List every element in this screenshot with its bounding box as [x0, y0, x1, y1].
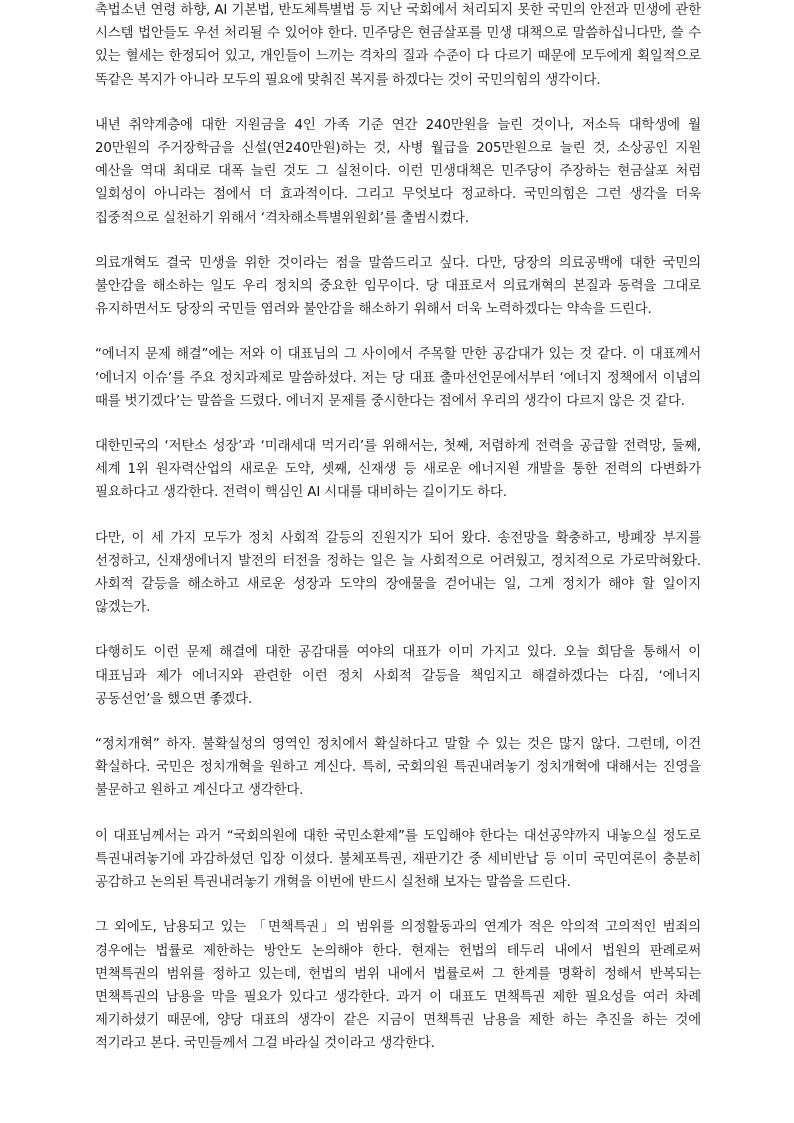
paragraph-6: 다만, 이 세 가지 모두가 정치 사회적 갈등의 진원지가 되어 왔다. 송전망을 확충하고, 방폐장 부지를 선정하고, 신재생에너지 발전의 터전을 정하는 일은 늘 사회적으로 어려웠고, 정치적으로 가로막혀왔다. 사회적 갈등을 해소하고 새로운 성장과 도약의 장애물을 걷어내는 일, 그게 정치가 해야 할 일이지 않겠는가.	[95, 530, 701, 616]
paragraph-10: 그 외에도, 남용되고 있는 「면책특권」의 범위를 의정활동과의 연계가 적은 악의적 고의적인 범죄의 경우에는 법률로 제한하는 방안도 논의해야 한다. 현재는 헌법의 테두리 내에서 법원의 판례로써 면책특권의 범위를 정하고 있는데, 헌법의 범위 내에서 법률로써 그 한계를 명확히 정해서 반복되는 면책특권의 남용을 막을 필요가 있다고 생각한다. 과거 이 대표도 면책특권 제한 필요성을 여러 차례 제기하셨기 때문에, 양당 대표의 생각이 같은 지금이 면책특권 남용을 제한 하는 추진을 하는 것에 적기라고 본다. 국민들께서 그걸 바라실 것이라고 생각한다.	[95, 920, 701, 1052]
paragraph-7: 다행히도 이런 문제 해결에 대한 공감대를 여야의 대표가 이미 가지고 있다. 오늘 회담을 통해서 이 대표님과 제가 에너지와 관련한 이런 정치 사회적 갈등을 책임지고 해결하겠다는 다짐, ‘에너지 공동선언’을 했으면 좋겠다.	[95, 645, 701, 707]
paragraph-9: 이 대표님께서는 과거 “국회의원에 대한 국민소환제”를 도입해야 한다는 대선공약까지 내놓으실 정도로 특권내려놓기에 과감하셨던 입장 이셨다. 불체포특권, 재판기간 중 세비반납 등 이미 국민여론이 충분히 공감하고 논의된 특권내려놓기 개혁을 이번에 반드시 실천해 보자는 말씀을 드린다.	[95, 828, 701, 891]
document-body	[95, 0, 701, 1078]
paragraph-5: 대한민국의 ‘저탄소 성장’과 ‘미래세대 먹거리’를 위해서는, 첫째, 저렴하게 전력을 공급할 전력망, 둘째, 세계 1위 원자력산업의 새로운 도약, 셋째, 신재생 등 새로운 에너지원 개발을 통한 전력의 다변화가 필요하다고 생각한다. 전력이 핵심인 AI 시대를 대비하는 길이기도 하다.	[95, 439, 701, 501]
paragraph-1: 촉법소년 연령 하향, AI 기본법, 반도체특별법 등 지난 국회에서 처리되지 못한 국민의 안전과 민생에 관한 시스템 법안들도 우선 처리될 수 있어야 한다. 민주당은 현금살포를 민생 대책으로 말씀하십니다만, 쓸 수 있는 혈세는 한정되어 있고, 개인들이 느끼는 격차의 질과 수준이 다 다르기 때문에 모두에게 획일적으로 똑같은 복지가 아니라 모두의 필요에 맞춰진 복지를 하겠다는 것이 국민의힘의 생각이다.	[95, 3, 701, 88]
paragraph-8: “정치개혁” 하자. 불확실성의 영역인 정치에서 확실하다고 말할 수 있는 것은 많지 않다. 그런데, 이건 확실하다. 국민은 정치개혁을 원하고 계신다. 특히, 국회의원 특권내려놓기 정치개혁에 대해서는 진영을 불문하고 원하고 계신다고 생각한다.	[95, 737, 701, 799]
paragraph-4: “에너지 문제 해결”에는 저와 이 대표님의 그 사이에서 주목할 만한 공감대가 있는 것 같다. 이 대표께서 ‘에너지 이슈’를 주요 정치과제로 말씀하셨다. 저는 당 대표 출마선언문에서부터 ‘에너지 정책에서 이념의 때를 벗기겠다’는 말씀을 드렸다. 에너지 문제를 중시한다는 점에서 우리의 생각이 다르지 않은 것 같다.	[95, 347, 701, 409]
paragraph-3: 의료개혁도 결국 민생을 위한 것이라는 점을 말씀드리고 싶다. 다만, 당장의 의료공백에 대한 국민의 불안감을 해소하는 일도 우리 정치의 중요한 임무이다. 당 대표로서 의료개혁의 본질과 동력을 그대로 유지하면서도 당장의 국민들 염려와 불안감을 해소하기 위해서 더욱 노력하겠다는 약속을 드린다.	[95, 255, 701, 318]
paragraph-2: 내년 취약계층에 대한 지원금을 4인 가족 기준 연간 240만원을 늘린 것이나, 저소득 대학생에 월 20만원의 주거장학금을 신설(연240만원)하는 것, 사병 월급을 205만원으로 늘린 것, 소상공인 지원 예산을 역대 최대로 대폭 늘린 것도 그 실천이다. 이런 민생대책은 민주당이 주장하는 현금살포 처럼 일회성이 아니라는 점에서 더 효과적이다. 그리고 무엇보다 정교하다. 국민의힘은 그런 생각을 더욱 집중적으로 실천하기 위해서 ‘격차해소특별위원회’를 출범시켰다.	[95, 117, 701, 226]
